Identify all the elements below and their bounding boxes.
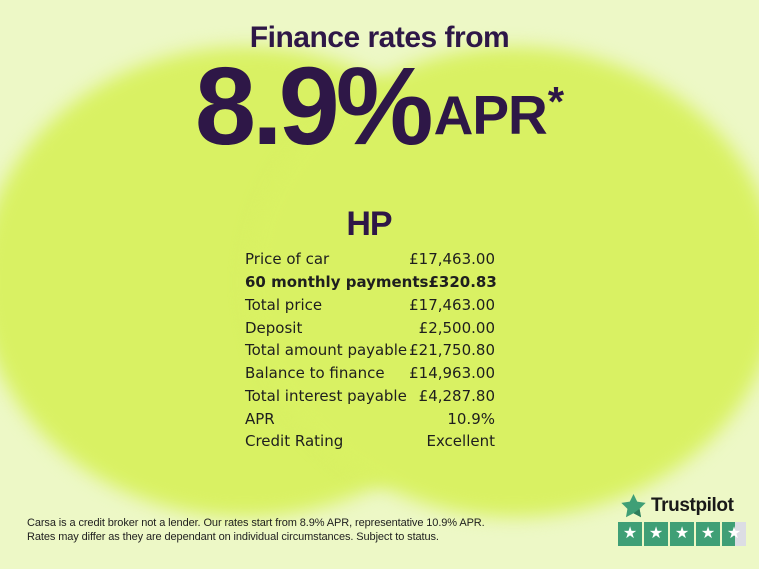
- row-value: £17,463.00: [409, 295, 495, 314]
- row-value: £320.83: [428, 273, 497, 292]
- table-row: [245, 339, 495, 362]
- row-label: Balance to finance: [245, 364, 385, 383]
- trustpilot-star-box: ★: [670, 522, 694, 546]
- trustpilot-logo: [620, 492, 746, 519]
- rate-unit: APR: [433, 84, 547, 146]
- trustpilot-star-icon: [620, 492, 647, 519]
- finance-table: [245, 248, 495, 453]
- table-row: [245, 248, 495, 271]
- trustpilot-star-box: ★: [644, 522, 668, 546]
- trustpilot-star-box: ★: [722, 522, 746, 546]
- trustpilot-rating-stars: [618, 522, 746, 546]
- row-value: £21,750.80: [409, 341, 495, 360]
- rate-footnote-asterisk: *: [547, 78, 565, 125]
- trustpilot-star-box: ★: [618, 522, 642, 546]
- finance-product-title: HP: [346, 205, 392, 243]
- row-value: £2,500.00: [418, 318, 495, 337]
- row-label: Total amount payable: [245, 341, 408, 360]
- table-row: [245, 294, 495, 317]
- row-label: Total interest payable: [245, 386, 407, 405]
- row-value: Excellent: [426, 432, 495, 451]
- row-label: Price of car: [245, 250, 330, 269]
- row-label: APR: [245, 409, 275, 428]
- headline-rate: [0, 45, 759, 168]
- row-label: 60 monthly payments: [245, 273, 429, 292]
- row-value: 10.9%: [447, 409, 495, 428]
- trustpilot-wordmark: Trustpilot: [651, 494, 734, 516]
- table-row: [245, 362, 495, 385]
- disclaimer-line-2: Rates may differ as they are dependant on individual circumstances. Subject to status.: [27, 531, 439, 543]
- table-row: [245, 407, 495, 430]
- row-value: £14,963.00: [409, 364, 495, 383]
- legal-disclaimer: [27, 516, 485, 544]
- row-value: £17,463.00: [409, 250, 495, 269]
- table-row: [245, 271, 495, 294]
- table-row: [245, 430, 495, 453]
- row-label: Total price: [245, 295, 323, 314]
- trustpilot-star-box: ★: [696, 522, 720, 546]
- trustpilot-badge: [618, 492, 746, 546]
- table-row: [245, 316, 495, 339]
- rate-value: 8.9%: [194, 45, 430, 168]
- row-label: Deposit: [245, 318, 303, 337]
- row-value: £4,287.80: [418, 386, 495, 405]
- promo-title: Finance rates from: [249, 21, 510, 54]
- table-row: [245, 385, 495, 408]
- disclaimer-line-1: Carsa is a credit broker not a lender. Our rates start from 8.9% APR, representative 10.9% APR.: [27, 517, 485, 529]
- row-label: Credit Rating: [245, 432, 344, 451]
